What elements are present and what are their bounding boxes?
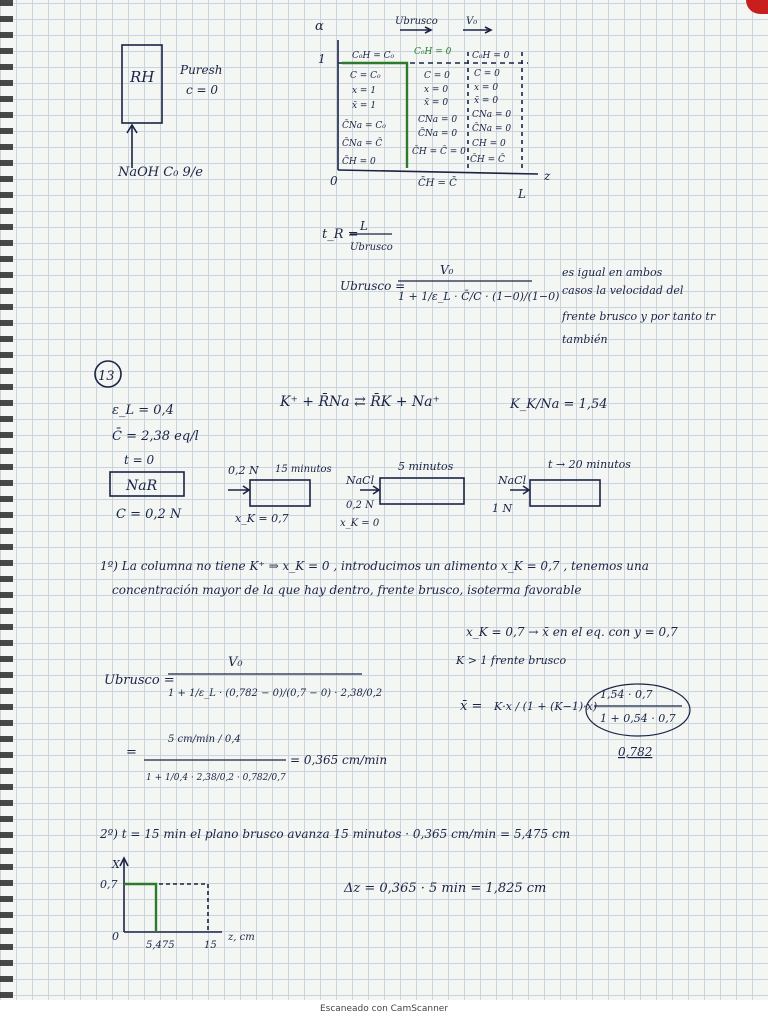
svg-text:C₀H = 0: C₀H = 0 (414, 47, 452, 57)
profile-col-1 (342, 51, 394, 167)
tr-den: Ubrusco (350, 242, 393, 253)
box2-time: 5 minutos (398, 460, 454, 473)
svg-text:x = 0: x = 0 (474, 83, 499, 93)
initial-conc: C = 0,2 N (116, 507, 182, 522)
svg-text:C̄H = 0: C̄H = 0 (342, 157, 376, 167)
svg-text:C = 0: C = 0 (474, 69, 500, 79)
svg-text:C = C₀: C = C₀ (350, 71, 381, 81)
svg-text:frente brusco y por tanto tr: frente brusco y por tanto tr (562, 310, 716, 323)
box3-time: t → 20 minutos (548, 458, 631, 471)
ub-num: V₀ (440, 263, 454, 277)
calc-den: 1 + 1/0,4 · 2,38/0,2 · 0,782/0,7 (146, 773, 286, 783)
svg-text:es igual en ambos: es igual en ambos (562, 266, 663, 279)
plot-07-label: 0,7 (100, 878, 118, 891)
column-label: RH (130, 68, 155, 86)
column-sketch (122, 45, 162, 168)
plot-x-axis-label: X (112, 858, 120, 871)
svg-text:x = 0: x = 0 (424, 85, 449, 95)
xbar-num: 1,54 · 0,7 (600, 688, 653, 701)
axis-zero-label: 0 (330, 174, 338, 188)
box2-x: x_K = 0 (340, 518, 380, 529)
svg-text:=: = (126, 745, 137, 760)
step2-line: 2º) t = 15 min el plano brusco avanza 15 minutos · 0,365 cm/min = 5,475 cm (100, 827, 571, 841)
step1-ub-lhs: Ubrusco = (104, 673, 175, 688)
svg-text:C̄Na = C̄: C̄Na = C̄ (342, 139, 383, 149)
xbar-den: 1 + 0,54 · 0,7 (600, 712, 676, 725)
box3-input-top: NaCl (498, 474, 527, 487)
svg-text:C = 0: C = 0 (424, 71, 450, 81)
svg-text:C₀H = 0: C₀H = 0 (472, 51, 510, 61)
eps-value: ε_L = 0,4 (112, 403, 174, 418)
svg-text:casos la velocidad del: casos la velocidad del (562, 284, 684, 297)
tr-num: L (360, 219, 368, 233)
axis-one-label: 1 (318, 52, 326, 66)
step2-front-line (124, 884, 156, 932)
plot-0-label: 0 (112, 930, 119, 943)
column-initial-conc: c = 0 (186, 83, 219, 97)
bottom-profile-label: C̄H = C̄ (418, 178, 457, 189)
step1-xk: x_K = 0,7 → x̄ en el eq. con y = 0,7 (466, 625, 678, 639)
ub-den: 1 + 1/ε_L · C̄/C · (1−0)/(1−0) (398, 290, 560, 303)
scanner-watermark: Escaneado con CamScanner (0, 1000, 768, 1024)
step1-k-gt-1: K > 1 frente brusco (456, 654, 567, 667)
selectivity-const: K_K/Na = 1,54 (510, 397, 608, 412)
column-note: Puresh (180, 63, 223, 77)
problem-number: 13 (98, 369, 115, 384)
t0-label: t = 0 (124, 453, 155, 467)
svg-text:x̄ = 0: x̄ = 0 (424, 98, 449, 108)
box2-input-top: NaCl (346, 474, 375, 487)
step1-ub-num: V₀ (228, 655, 243, 670)
svg-text:CNa = 0: CNa = 0 (472, 110, 512, 120)
svg-text:CH = 0: CH = 0 (472, 139, 506, 149)
box1-time: 15 minutos (275, 464, 332, 475)
axis-alpha-label: α (315, 19, 324, 34)
xbar-lhs: x̄ = (460, 699, 483, 714)
step1-ub-den: 1 + 1/ε_L · (0,782 − 0)/(0,7 − 0) · 2,38/0,2 (168, 688, 383, 699)
xbar-value: 0,782 (618, 745, 653, 759)
calc-num: 5 cm/min / 0,4 (168, 734, 241, 745)
axis-L-label: L (518, 187, 526, 201)
svg-text:C̄Na = 0: C̄Na = 0 (472, 124, 512, 134)
svg-text:C̄Na = 0: C̄Na = 0 (418, 129, 458, 139)
plot-5475-label: 5,475 (146, 940, 175, 951)
svg-text:x̄ = 0: x̄ = 0 (474, 96, 499, 106)
svg-text:x̄ = 1: x̄ = 1 (352, 101, 377, 111)
step1-line2: concentración mayor de la que hay dentro, frente brusco, isoterma favorable (112, 583, 582, 597)
svg-text:C₀H = C₀: C₀H = C₀ (352, 51, 395, 61)
cbar-value: C̄ = 2,38 eq/l (112, 429, 199, 444)
ub-note (561, 266, 716, 346)
svg-text:C̄Na = C₀: C̄Na = C₀ (342, 121, 386, 131)
resin-label: NaR (126, 478, 158, 494)
svg-text:también: también (562, 333, 608, 346)
axis-z-label: z (544, 169, 551, 183)
box1-x: x_K = 0,7 (235, 512, 289, 525)
profile-col-3 (470, 51, 511, 165)
svg-text:CNa = 0: CNa = 0 (418, 115, 458, 125)
tr-lhs: t_R = (322, 227, 359, 242)
step2-plot (120, 858, 222, 932)
ub-lhs: Ubrusco = (340, 279, 406, 293)
feed-label: NaOH C₀ 9/e (118, 165, 203, 180)
svg-text:C̄H = C̄: C̄H = C̄ (470, 155, 505, 165)
reaction: K⁺ + R̄Na ⇄ R̄K + Na⁺ (280, 394, 440, 410)
xbar-formula: K·x / (1 + (K−1)·x) (494, 700, 598, 713)
plot-15-label: 15 (204, 940, 217, 951)
svg-text:x = 1: x = 1 (352, 86, 377, 96)
svg-text:C̄H = C̄ = 0: C̄H = C̄ = 0 (412, 147, 466, 157)
box3-input-bot: 1 N (492, 502, 513, 515)
step1-line1: 1º) La columna no tiene K⁺ ⇒ x_K = 0 , introducimos un alimento x_K = 0,7 , tenemos una (100, 559, 649, 573)
step2-dz: Δz = 0,365 · 5 min = 1,825 cm (344, 881, 547, 896)
box1-input: 0,2 N (228, 464, 259, 477)
v0-label: V₀ (466, 16, 478, 27)
u-brusco-label: Ubrusco (395, 16, 438, 27)
calc-result: = 0,365 cm/min (290, 753, 388, 767)
box2-input-bot: 0,2 N (346, 500, 374, 511)
plot-zcm-label: z, cm (228, 932, 255, 943)
step-boxes (228, 478, 600, 506)
